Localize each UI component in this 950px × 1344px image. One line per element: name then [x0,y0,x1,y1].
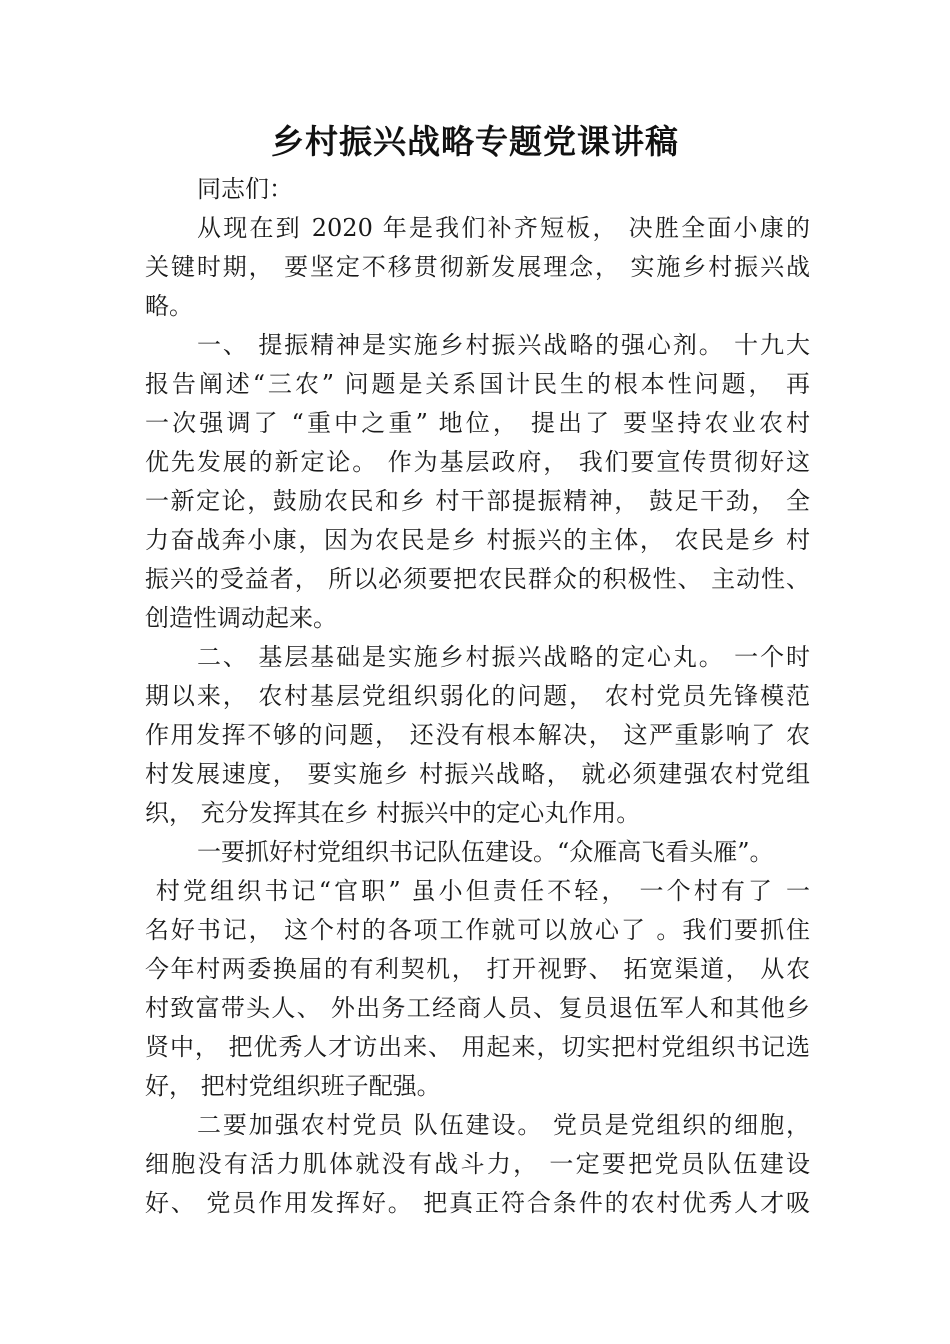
body-line: 二要加强农村党员 队伍建设。 党员是党组织的细胞， [197,1111,810,1139]
body-line: 同志们： [197,175,293,203]
body-line: 一次强调了 “重中之重” 地位， 提出了 要坚持农业农村 [145,409,810,437]
body-line: 好， 把村党组织班子配强。 [145,1072,441,1100]
body-line: 报告阐述“三农” 问题是关系国计民生的根本性问题， 再 [145,370,810,398]
body-line: 一新定论，鼓励农民和乡 村干部提振精神， 鼓足干劲， 全 [145,487,810,515]
body-line: 期以来， 农村基层党组织弱化的问题， 农村党员先锋模范 [145,682,810,710]
body-line: 今年村两委换届的有利契机， 打开视野、 拓宽渠道， 从农 [145,955,810,983]
body-line: 作用发挥不够的问题， 还没有根本解决， 这严重影响了 农 [145,721,810,749]
body-line: 名好书记， 这个村的各项工作就可以放心了 。我们要抓住 [145,916,810,944]
body-line: 从现在到 2020 年是我们补齐短板， 决胜全面小康的 [197,214,810,242]
body-line: 一要抓好村党组织书记队伍建设。“众雁高飞看头雁”。 [197,838,774,866]
body-line: 关键时期， 要坚定不移贯彻新发展理念， 实施乡村振兴战 [145,253,810,281]
body-line: 村致富带头人、 外出务工经商人员、复员退伍军人和其他乡 [145,994,810,1022]
body-line: 贤中， 把优秀人才访出来、 用起来，切实把村党组织书记选 [145,1033,810,1061]
body-line: 略。 [145,292,193,320]
body-line: 细胞没有活力肌体就没有战斗力， 一定要把党员队伍建设 [145,1150,810,1178]
body-line: 织， 充分发挥其在乡 村振兴中的定心丸作用。 [145,799,641,827]
body-line: 村发展速度， 要实施乡 村振兴战略， 就必须建强农村党组 [145,760,810,788]
body-line: 力奋战奔小康，因为农民是乡 村振兴的主体， 农民是乡 村 [145,526,810,554]
body-line: 振兴的受益者， 所以必须要把农民群众的积极性、 主动性、 [145,565,810,593]
body-line: 优先发展的新定论。 作为基层政府， 我们要宣传贯彻好这 [145,448,810,476]
body-line: 好、 党员作用发挥好。 把真正符合条件的农村优秀人才吸 [145,1189,810,1217]
body-line: 二、 基层基础是实施乡村振兴战略的定心丸。 一个时 [197,643,810,671]
body-line: 一、 提振精神是实施乡村振兴战略的强心剂。 十九大 [197,331,810,359]
body-line: 创造性调动起来。 [145,604,337,632]
document-title: 乡村振兴战略专题党课讲稿 [271,122,679,161]
body-line: 村党组织书记“官职” 虽小但责任不轻， 一个村有了 一 [145,877,810,905]
